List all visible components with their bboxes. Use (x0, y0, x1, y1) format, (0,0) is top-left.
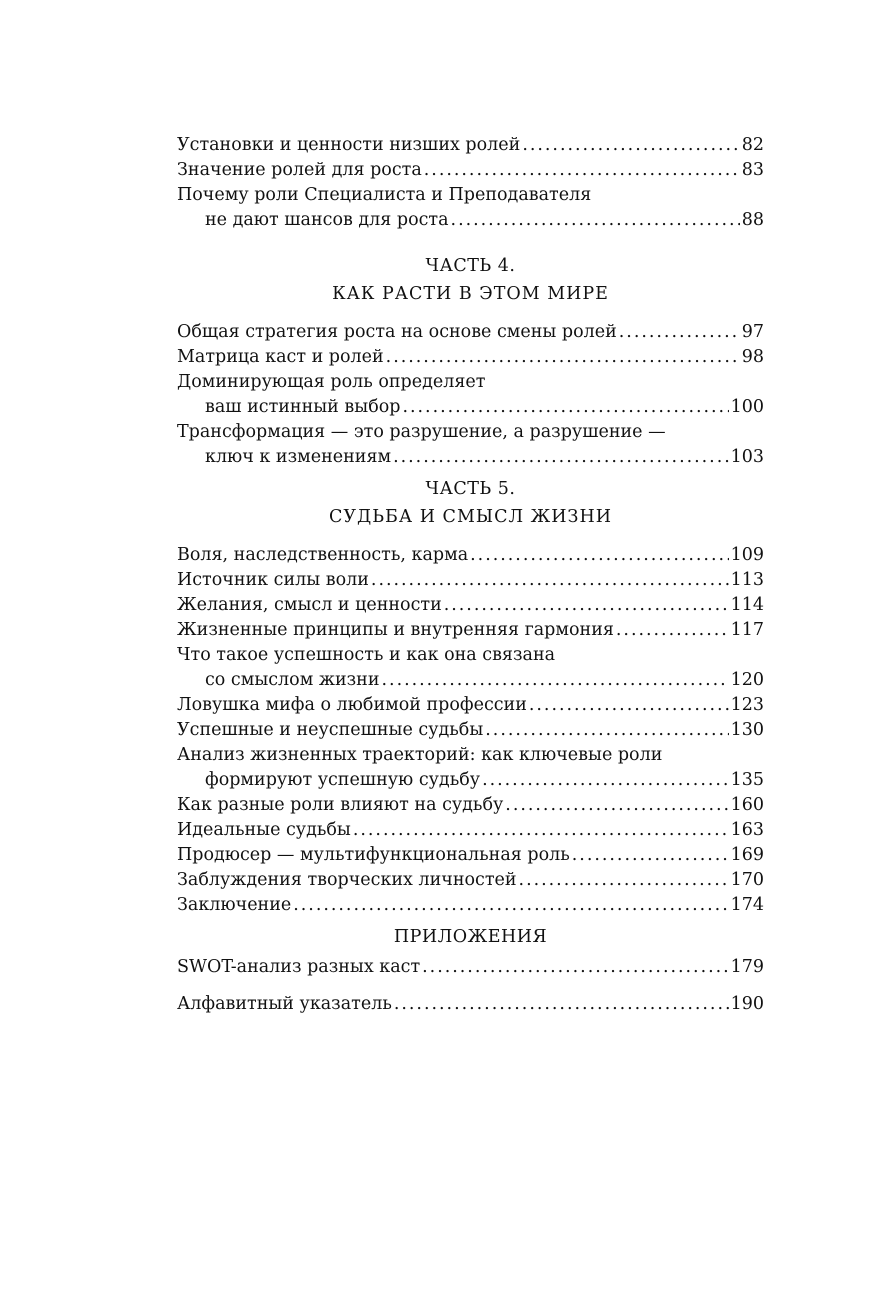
toc-entry-page: 88 (741, 210, 764, 230)
toc-appendix (177, 923, 764, 1017)
toc-part-5 (177, 475, 764, 918)
toc-entry-title: ваш истинный выбор (205, 395, 400, 420)
toc-entry-title: SWOT-анализ разных каст (177, 955, 420, 980)
toc-entry-page: 163 (730, 820, 764, 840)
toc-leader-dots (353, 818, 729, 843)
toc-entry (177, 893, 764, 918)
toc-section-prev (177, 133, 764, 233)
toc-entry (177, 158, 764, 183)
toc-entry-page: 113 (730, 570, 764, 590)
toc-entry-page: 97 (741, 322, 764, 342)
toc-entry-title: Заключение (177, 893, 291, 918)
part-title: СУДЬБА И СМЫСЛ ЖИЗНИ (329, 507, 612, 527)
toc-leader-dots (522, 133, 739, 158)
toc-entry-title: Идеальные судьбы (177, 818, 351, 843)
toc-entry-title: Желания, смысл и ценности (177, 593, 442, 618)
toc-entry-title: Успешные и неуспешные судьбы (177, 718, 483, 743)
toc-part-4 (177, 252, 764, 470)
toc-entry (177, 955, 764, 980)
toc-entry-title: Общая стратегия роста на основе смены ролей (177, 320, 617, 345)
toc-entry-page: 109 (730, 545, 764, 565)
toc-entry-title: Ловушка мифа о любимой профессии (177, 693, 527, 718)
toc-entry (177, 868, 764, 893)
toc-entry (177, 992, 764, 1017)
toc-entry-page: 114 (730, 595, 764, 615)
toc-entry (177, 668, 764, 693)
toc-entry-title: Воля, наследственность, карма (177, 543, 468, 568)
toc-leader-dots (402, 395, 728, 420)
toc-entry-title: не дают шансов для роста (205, 208, 449, 233)
toc-entry-title: Источник силы воли (177, 568, 369, 593)
toc-entry (177, 718, 764, 743)
appendix-heading: ПРИЛОЖЕНИЯ (393, 927, 548, 947)
toc-entry (177, 543, 764, 568)
toc-entry-title: Матрица каст и ролей (177, 345, 384, 370)
toc-entry-page: 169 (730, 845, 764, 865)
toc-entry-title: со смыслом жизни (205, 668, 380, 693)
toc-entry-title: Жизненные принципы и внутренняя гармония (177, 618, 614, 643)
toc-entry (177, 445, 764, 470)
toc-entry-page: 179 (730, 957, 764, 977)
toc-entry-title: Значение ролей для роста (177, 158, 422, 183)
toc-leader-dots (619, 320, 740, 345)
toc-entry (177, 818, 764, 843)
toc-entry-title: Заблуждения творческих личностей (177, 868, 517, 893)
toc-entry (177, 133, 764, 158)
toc-entry-title: Установки и ценности низших ролей (177, 133, 520, 158)
toc-entry (177, 395, 764, 420)
toc-entry (177, 320, 764, 345)
toc-entry (177, 568, 764, 593)
toc-entry-title: формируют успешную судьбу (205, 768, 480, 793)
toc-entry-page: 103 (730, 447, 764, 467)
toc-leader-dots (572, 843, 729, 868)
toc-entry-page: 123 (730, 695, 764, 715)
toc-leader-dots (444, 593, 729, 618)
toc-entry-title-line: Почему роли Специалиста и Преподавателя (177, 185, 592, 205)
part-title: КАК РАСТИ В ЭТОМ МИРЕ (332, 284, 609, 304)
toc-entry-title-line: Анализ жизненных траекторий: как ключевые роли (177, 745, 663, 765)
toc-entry-title: Как разные роли влияют на судьбу (177, 793, 503, 818)
toc-entry (177, 693, 764, 718)
toc-leader-dots (371, 568, 729, 593)
toc-leader-dots (424, 158, 740, 183)
toc-entry-page: 117 (730, 620, 764, 640)
toc-entry-page: 98 (741, 347, 764, 367)
toc-entry-page: 120 (730, 670, 764, 690)
toc-entry (177, 843, 764, 868)
toc-entry (177, 208, 764, 233)
toc-entry-title: Алфавитный указатель (177, 992, 392, 1017)
toc-leader-dots (394, 992, 729, 1017)
toc-entry-page: 160 (730, 795, 764, 815)
toc-leader-dots (393, 445, 728, 470)
toc-leader-dots (293, 893, 728, 918)
toc-entry-title: Продюсер — мультифункциональная роль (177, 843, 570, 868)
toc-entry-page: 174 (730, 895, 764, 915)
toc-leader-dots (505, 793, 728, 818)
toc-leader-dots (519, 868, 729, 893)
toc-leader-dots (482, 768, 729, 793)
toc-entry-page: 135 (730, 770, 764, 790)
toc-entry-title-line: Трансформация — это разрушение, а разрушение — (177, 422, 666, 442)
toc-entry (177, 618, 764, 643)
toc-leader-dots (422, 955, 728, 980)
toc-entry-page: 82 (741, 135, 764, 155)
toc-entry (177, 793, 764, 818)
part-heading: ЧАСТЬ 4. (425, 256, 516, 276)
toc-leader-dots (529, 693, 729, 718)
toc-entry-title-line: Что такое успешность и как она связана (177, 645, 556, 665)
toc-leader-dots (470, 543, 728, 568)
toc-leader-dots (451, 208, 740, 233)
toc-entry-page: 170 (730, 870, 764, 890)
toc-entry-page: 190 (730, 994, 764, 1014)
toc-entry (177, 593, 764, 618)
toc-leader-dots (485, 718, 728, 743)
toc-leader-dots (616, 618, 729, 643)
part-heading: ЧАСТЬ 5. (425, 479, 516, 499)
toc-entry-title-line: Доминирующая роль определяет (177, 372, 486, 392)
toc-entry-title: ключ к изменениям (205, 445, 391, 470)
toc-leader-dots (382, 668, 729, 693)
toc-entry-page: 130 (730, 720, 764, 740)
toc-entry-page: 100 (730, 397, 764, 417)
toc-entry (177, 768, 764, 793)
toc-entry (177, 345, 764, 370)
toc-leader-dots (386, 345, 740, 370)
toc-entry-page: 83 (741, 160, 764, 180)
